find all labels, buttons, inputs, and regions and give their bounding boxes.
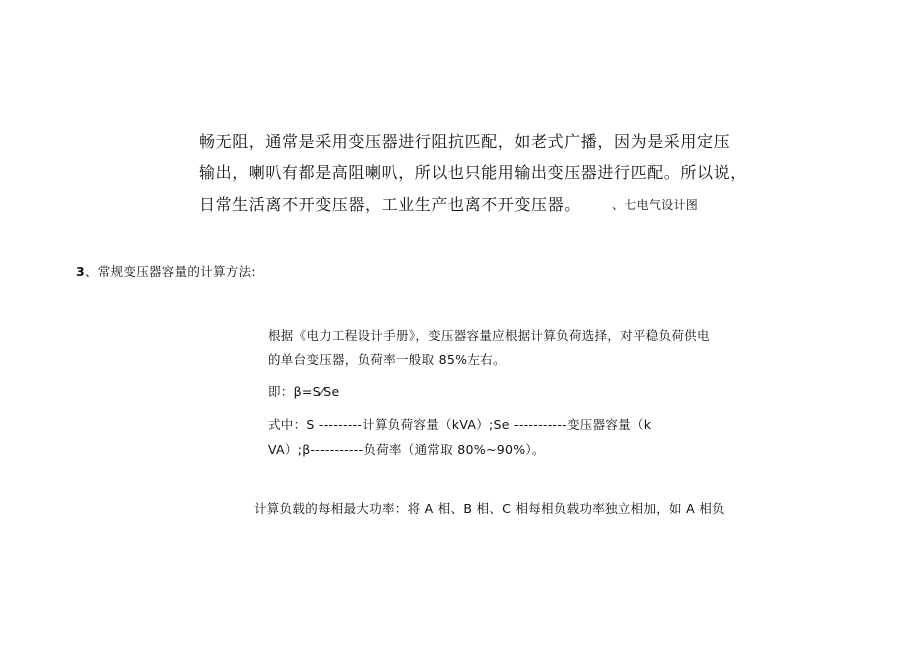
section-number: 3 — [76, 264, 85, 279]
side-note: 、七电气设计图 — [612, 198, 699, 212]
formula: 即：β=S⁄Se — [268, 384, 340, 399]
intro-line-2: 输出，喇叭有都是高阻喇叭，所以也只能用输出变压器进行匹配。所以说， — [199, 163, 747, 182]
definition-line-2: VA）;β-----------负荷率（通常取 80%~90%）。 — [268, 442, 545, 457]
para1-line-2: 的单台变压器，负荷率一般取 85%左右。 — [268, 352, 506, 367]
section-heading — [76, 262, 256, 280]
definition-line-1: 式中：S ---------计算负荷容量（kVA）;Se -----------变压器容量（k — [268, 417, 652, 432]
intro-line-3: 日常生活离不开变压器，工业生产也离不开变压器。 — [199, 195, 581, 214]
last-line: 计算负载的每相最大功率：将 A 相、B 相、C 相每相负载功率独立相加，如 A 相负 — [254, 501, 725, 516]
section-title: 、常规变压器容量的计算方法: — [85, 264, 256, 279]
para1-line-1: 根据《电力工程设计手册》，变压器容量应根据计算负荷选择，对平稳负荷供电 — [268, 328, 710, 343]
intro-line-1: 畅无阻，通常是采用变压器进行阻抗匹配，如老式广播，因为是采用定压 — [199, 132, 731, 151]
